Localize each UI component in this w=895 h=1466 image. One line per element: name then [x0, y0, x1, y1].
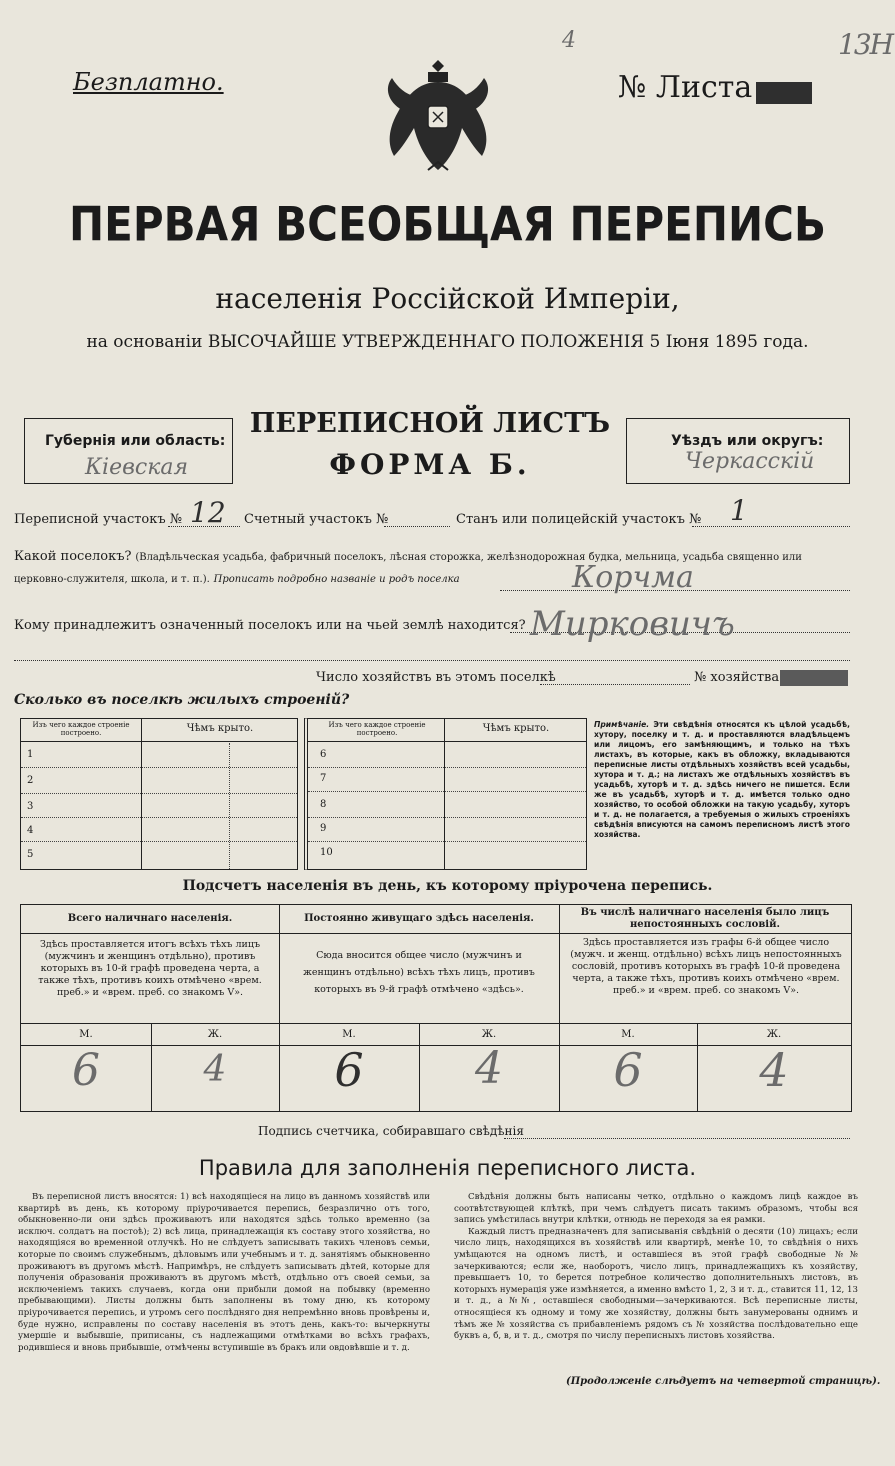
col2-f-label: Ж.: [481, 1029, 497, 1040]
col1-text: Здѣсь проставляется итогъ всѣхъ тѣхъ лицъ (мужчинъ и женщинъ отдѣльно), противъ которыхъ въ 10-й графѣ проведена черта, а также тѣхъ, противъ коихъ отмѣчено «врем. преб.» и «врем. преб. со знакомъ V».: [38, 939, 262, 998]
col3-m-label: М.: [621, 1029, 635, 1040]
row-number: 1: [27, 749, 34, 760]
note-text: Эти свѣдѣнія относятся къ цѣлой усадьбѣ, хутору, поселку и т. д. и проставляются владѣльцемъ или лицомъ, его замѣняющимъ, и только на тѣхъ листахъ, въ которые, какъ въ обложку, вкладываются переписные листы отдѣльныхъ хозяйствъ всей усадьбы, хутора и т. д.; на листахъ же отдѣльныхъ хозяйствъ въ усадьбѣ, хуторѣ и т. д. здѣсь ничего не пишется. Если же въ усадьбѣ, хуторѣ и т. д. имѣется только одно хозяйство, то особой обложки на такую усадьбу, хуторъ и т. д. не полагается, а требуемыя о жилыхъ строеніяхъ свѣдѣнія вписуются на самомъ переписномъ листѣ этого хозяйства.: [594, 720, 850, 839]
row-number: 7: [320, 773, 327, 784]
col-material-header-left: Изъ чего каждое строеніе построено.: [32, 721, 130, 737]
page-subtitle: населенія Россійской Имперіи,: [215, 282, 680, 315]
col1-f-label: Ж.: [207, 1029, 223, 1040]
double-headed-eagle-emblem: [378, 52, 498, 180]
sheet-number-label: № Листа: [618, 70, 753, 105]
gubernia-value: Кіевская: [85, 455, 189, 480]
rules-left-column: Въ переписной листъ вносятся: 1) всѣ находящіеся на лицо въ данномъ хозяйствѣ или квартирѣ въ день, къ которому пріурочивается перепись, безразлично отъ того, обыкновенно-ли они здѣсь проживаютъ или находятся здѣсь только временно (за исключ. солдатъ на постоѣ); 2) всѣ лица, принадлежащія къ составу этого хозяйства, но находящіяся во временной отлучкѣ. Но не слѣдуетъ записывать такихъ членовъ семьи, которые по своимъ служебнымъ, дѣловымъ или учебнымъ и т. д. занятіямъ обыкновенно проживаютъ въ другомъ мѣстѣ. Напримѣръ, не слѣдуетъ записывать дѣтей, которые для полученія образованія проживаютъ въ другомъ мѣстѣ, отдѣльно отъ своей семьи, за исключеніемъ такихъ случаевъ, когда они прибыли домой на побывку (временно пребывающими). Листы должны быть заполнены въ тому дню, къ которому пріурочивается перепись, и утромъ сего послѣдняго дня непремѣнно вновь провѣрены и, буде нужно, исправлены по составу населенія въ этотъ день, какъ-то: вычеркнуты умершіе и выбывшіе, приписаны, съ надлежащими отмѣтками во всѣхъ графахъ, родившіеся и вновь прибывшіе, отмѣчены вступившіе въ бракъ или овдовѣвшіе и т. д.: [18, 1192, 430, 1353]
row-number: 5: [27, 849, 34, 860]
settlement-question: [14, 546, 854, 590]
row-number: 9: [320, 823, 327, 834]
household-no-redaction: [780, 670, 848, 686]
row-number: 6: [320, 749, 327, 760]
settlement-value: Корчма: [572, 560, 694, 595]
nonperm-m-value: 6: [613, 1043, 643, 1097]
settlement-hint-italic: Прописать подробно названіе и родъ поселка: [213, 574, 460, 585]
census-district-value: 12: [190, 496, 226, 529]
col-roof-header-left: Чѣмъ крыто.: [186, 723, 254, 734]
stan-label: Станъ или полицейскій участокъ №: [456, 512, 702, 527]
form-title: ПЕРЕПИСНОЙ ЛИСТЪ: [249, 408, 611, 439]
population-table: [20, 904, 852, 1112]
basis-line: на основаніи ВЫСОЧАЙШЕ УТВЕРЖДЕННАГО ПОЛОЖЕНІЯ 5 Іюня 1895 года.: [86, 332, 809, 352]
col1-m-label: М.: [79, 1029, 93, 1040]
col3-title: Въ числѣ наличнаго населенія было лицъ непостоянныхъ сословій.: [580, 907, 830, 930]
note-block: [594, 720, 850, 840]
col-roof-header-right: Чѣмъ крыто.: [482, 723, 550, 734]
rules-right-column: [454, 1192, 858, 1343]
total-m-value: 6: [72, 1045, 100, 1096]
col3-text: Здѣсь проставляется изъ графы 6-й общее число (мужч. и женщ. отдѣльно) всѣхъ лицъ непостоянныхъ сословій, противъ которыхъ въ графѣ 10-й проведена черта, а также тѣхъ, противъ коихъ отмѣчено «врем. преб.» и «врем. преб. со знакомъ V».: [570, 937, 842, 996]
row-number: 2: [27, 775, 34, 786]
corner-number-handwritten: 13Н: [838, 28, 893, 61]
gubernia-label: Губернія или область:: [45, 433, 226, 449]
col2-m-label: М.: [342, 1029, 356, 1040]
uezd-label: Уѣздъ или округъ:: [671, 433, 824, 449]
buildings-table-right: [304, 718, 587, 870]
col1-title: Всего наличнаго населенія.: [67, 913, 233, 924]
gubernia-box: [24, 418, 233, 484]
form-type: ФОРМА Б.: [329, 448, 531, 481]
population-title: Подсчетъ населенія въ день, къ которому пріурочена перепись.: [182, 878, 713, 894]
rules-title: Правила для заполненія переписного листа.: [198, 1156, 697, 1180]
total-f-value: 4: [203, 1049, 227, 1090]
uezd-value: Черкасскій: [685, 449, 815, 474]
households-label: Число хозяйствъ въ этомъ поселкѣ: [316, 670, 556, 685]
rules-right-paragraph: Свѣдѣнія должны быть написаны четко, отдѣльно о каждомъ лицѣ каждое въ соотвѣтствующей клѣткѣ, при чемъ слѣдуетъ писать такимъ образомъ, чтобы вся запись умѣстилась внутри клѣтки, отнюдь не переходя за ея рамки.: [454, 1192, 858, 1226]
stan-value: 1: [730, 494, 748, 527]
rules-right-paragraph: Каждый листъ предназначенъ для записыванія свѣдѣній о десяти (10) лицахъ; если число лицъ, находящихся въ хозяйствѣ или квартирѣ, менѣе 10, то свѣдѣнія о нихъ умѣщаются на одномъ листѣ, и оставшіеся въ этой графѣ свободные №№ зачеркиваются; если же, наоборотъ, число лицъ, принадлежащихъ къ хозяйству, превышаетъ 10, то берется потребное количество дополнительныхъ листовъ, въ которыхъ нумерація уже измѣняется, а именно вмѣсто 1, 2, 3 и т. д., ставится 11, 12, 13 и т. д., а №№, оставшіеся свободными—зачеркиваются. Всѣ переписные листы, относящіеся къ одному и тому же хозяйству, должны быть занумерованы однимъ и тѣмъ же № хозяйства съ прибавленіемъ рядомъ съ № хозяйства послѣдовательно еще буквъ а, б, в, и т. д., смотря по числу переписныхъ листовъ хозяйства.: [454, 1226, 858, 1342]
settlement-hint: (Владѣльческая усадьба, фабричный поселокъ, лѣсная сторожка, желѣзнодорожная будка, мельница, усадьба священно или церковно-служителя, школа, и т. п.).: [14, 552, 802, 585]
col3-f-label: Ж.: [766, 1029, 782, 1040]
page-number-handwritten: 4: [562, 28, 576, 53]
sheet-number-redaction: [756, 82, 812, 104]
buildings-label: Сколько въ поселкѣ жилыхъ строеній?: [14, 692, 350, 708]
signature-label: Подпись счетчика, собиравшаго свѣдѣнія: [258, 1124, 524, 1138]
row-number: 8: [320, 799, 327, 810]
row-number: 10: [320, 847, 333, 858]
nonperm-f-value: 4: [759, 1043, 789, 1097]
page-title: ПЕРВАЯ ВСЕОБЩАЯ ПЕРЕПИСЬ: [69, 197, 826, 252]
col-material-header-right: Изъ чего каждое строеніе построено.: [328, 721, 426, 737]
settlement-label: Какой поселокъ?: [14, 549, 132, 564]
household-no-label: № хозяйства: [694, 670, 780, 685]
owner-value: Мирковичъ: [530, 604, 735, 644]
col2-title: Постоянно живущаго здѣсь населенія.: [304, 913, 534, 924]
free-label: Безплатно.: [73, 68, 224, 96]
row-number: 4: [27, 825, 34, 836]
permanent-m-value: 6: [334, 1043, 364, 1097]
continuation-note: (Продолженіе слѣдуетъ на четвертой страницѣ).: [566, 1376, 881, 1387]
permanent-f-value: 4: [475, 1043, 503, 1094]
col2-text: Сюда вносится общее число (мужчинъ и женщинъ отдѣльно) всѣхъ тѣхъ лицъ, противъ которыхъ въ 9-й графѣ отмѣчено «здѣсь».: [303, 950, 535, 995]
uezd-box: [626, 418, 850, 484]
note-label: Примѣчаніе.: [594, 720, 650, 729]
row-number: 3: [27, 801, 34, 812]
census-district-label: Переписной участокъ №: [14, 512, 183, 527]
counting-district-label: Счетный участокъ №: [244, 512, 389, 527]
owner-label: Кому принадлежитъ означенный поселокъ или на чьей землѣ находится?: [14, 618, 526, 633]
buildings-table-left: [20, 718, 298, 870]
